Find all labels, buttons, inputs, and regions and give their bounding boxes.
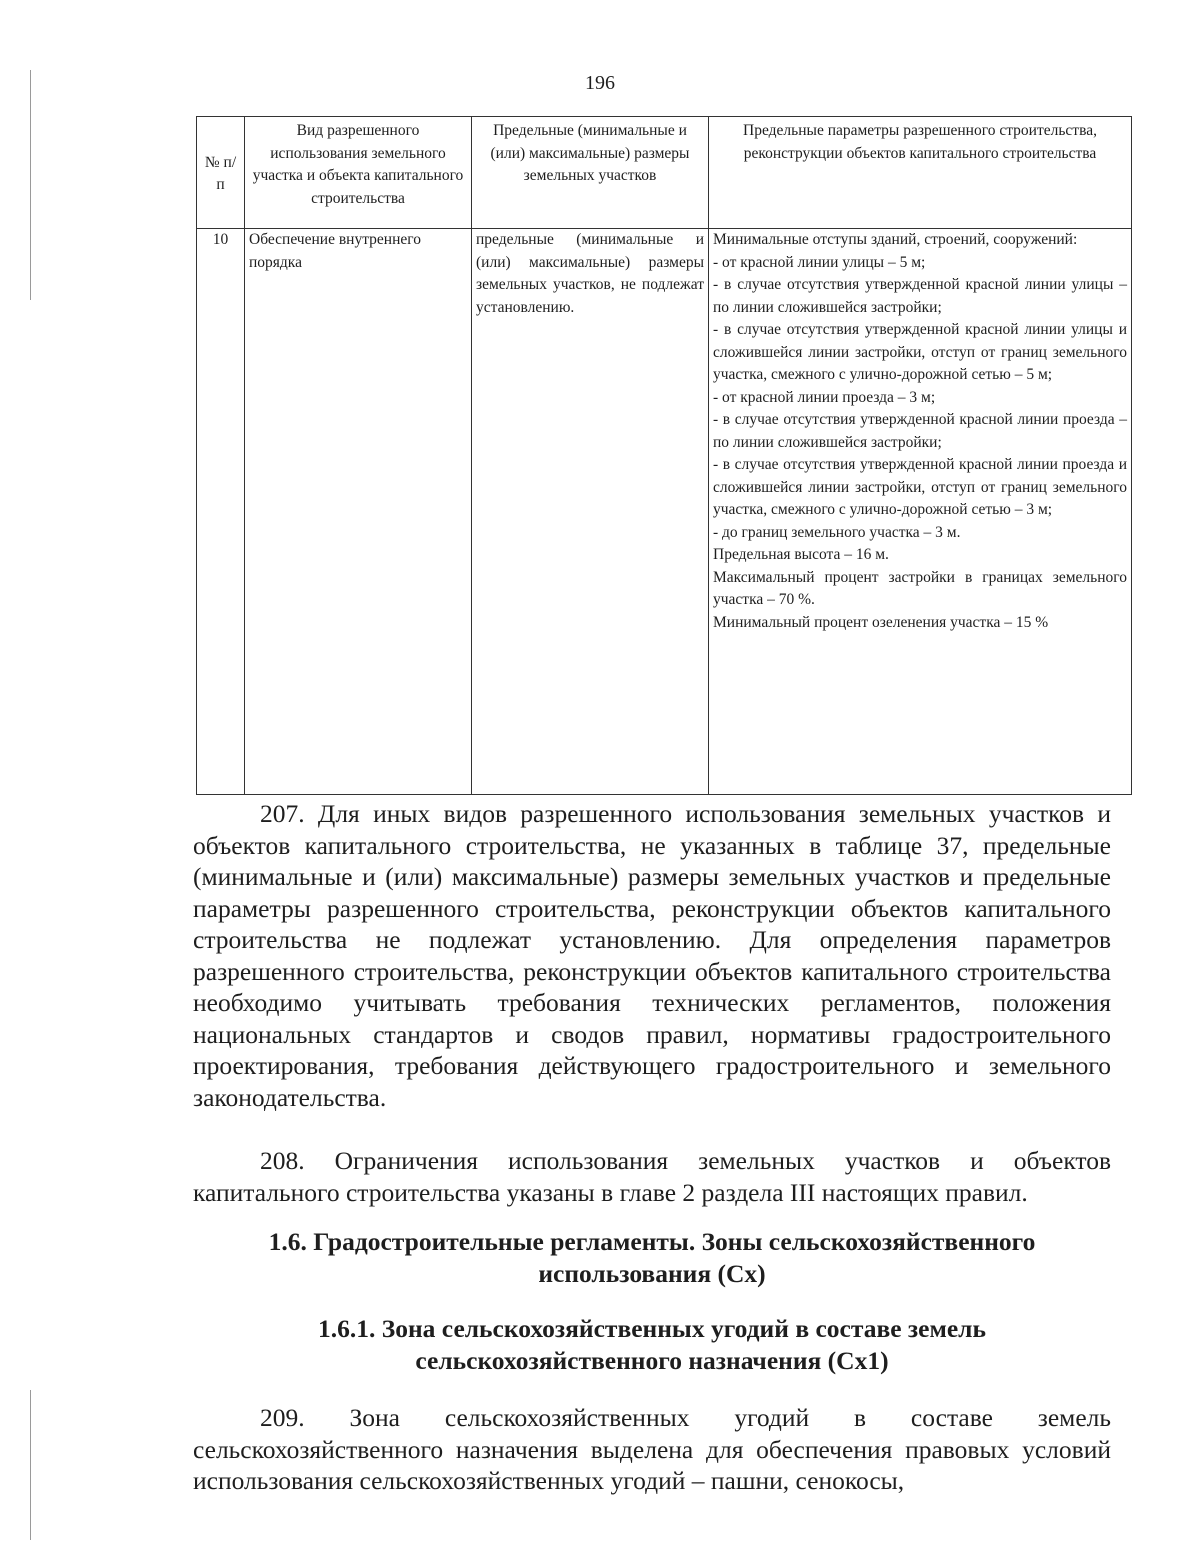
param-line: - в случае отсутствия утвержденной красной линии проезда и сложившейся линии застройки, отступ от границ земельного участка, смежного с улично-дорожной сетью – 3 м; (713, 456, 1127, 518)
param-line: - в случае отсутствия утвержденной красной линии улицы – по линии сложившейся застройки; (713, 276, 1127, 316)
header-plot-sizes: Предельные (минимальные и (или) максимальные) размеры земельных участков (472, 117, 709, 229)
param-line: Предельная высота – 16 м. (713, 546, 889, 563)
param-line: Максимальный процент застройки в границах земельного участка – 70 %. (713, 568, 1127, 608)
row-use-type: Обеспечение внутреннего порядка (245, 229, 472, 795)
row-plot-sizes: предельные (минимальные и (или) максимальные) размеры земельных участков, не подлежат установлению. (472, 229, 709, 795)
section-heading-1-6-1: 1.6.1. Зона сельскохозяйственных угодий в составе земель сельскохозяйственного назначения (Сх1) (318, 1314, 986, 1375)
header-number: № п/п (197, 117, 245, 229)
param-line: - до границ земельного участка – 3 м. (713, 523, 961, 541)
param-line: - в случае отсутствия утвержденной красной линии улицы и сложившейся линии застройки, отступ от границ земельного участка, смежного с улично-дорожной сетью – 5 м; (713, 321, 1127, 383)
page-number: 196 (585, 72, 615, 94)
param-line: - в случае отсутствия утвержденной красной линии проезда – по линии сложившейся застройки; (713, 411, 1127, 451)
paragraph-207: 207. Для иных видов разрешенного использования земельных участков и объектов капитального строительства, не указанных в таблице 37, предельные (минимальные и (или) максимальные) размеры земельных участков и предельные параметры разрешенного строительства, реконструкции объектов капитального строительства не подлежат установлению. Для определения параметров разрешенного строительства, реконструкции объектов капитального строительства необходимо учитывать требования технических регламентов, положения национальных стандартов и сводов правил, нормативы градостроительного проектирования, требования действующего градостроительного и земельного законодательства. (193, 799, 1111, 1112)
param-line: - от красной линии улицы – 5 м; (713, 253, 926, 271)
param-line: Минимальные отступы зданий, строений, сооружений: (713, 231, 1078, 248)
scan-edge-line (30, 70, 31, 300)
parameters-table (196, 116, 1132, 795)
row-number: 10 (197, 229, 245, 795)
header-use-type: Вид разрешенного использования земельного участка и объекта капитального строительства (245, 117, 472, 229)
paragraph-208: 208. Ограничения использования земельных участков и объектов капитального строительства указаны в главе 2 раздела III настоящих правил. (193, 1146, 1111, 1207)
row-construction-params (709, 229, 1132, 795)
scan-edge-line (30, 1390, 31, 1540)
param-line: Минимальный процент озеленения участка – 15 % (713, 613, 1049, 631)
paragraph-209: 209. Зона сельскохозяйственных угодий в составе земель сельскохозяйственного назначения выделена для обеспечения правовых условий использования сельскохозяйственных угодий – пашни, сенокосы, (193, 1403, 1111, 1495)
table-header-row (197, 117, 1132, 229)
section-heading-1-6: 1.6. Градостроительные регламенты. Зоны сельскохозяйственного использования (Сх) (268, 1227, 1036, 1288)
param-line: - от красной линии проезда – 3 м; (713, 388, 936, 406)
table-row (197, 229, 1132, 795)
header-construction-params: Предельные параметры разрешенного строительства, реконструкции объектов капитального строительства (709, 117, 1132, 229)
